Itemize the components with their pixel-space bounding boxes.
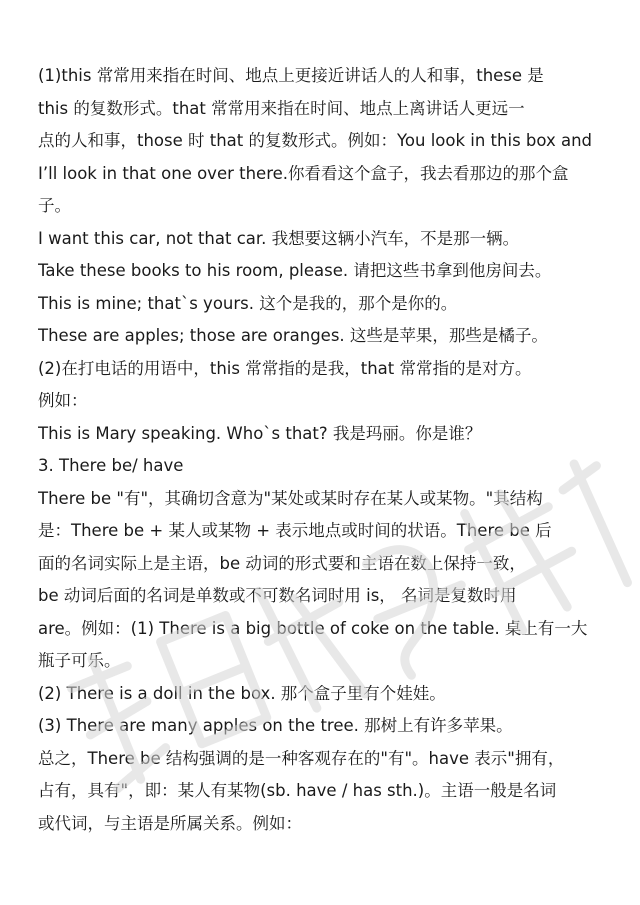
text-line: (2) There is a doll in the box. 那个盒子里有个娃娃。 <box>38 683 446 703</box>
text-line: 占有，具有"，即：某人有某物(sb. have / has sth.)。主语一般是名词 <box>38 781 557 800</box>
text-line: (2)在打电话的用语中，this 常常指的是我，that 常常指的是对方。 <box>38 358 532 378</box>
text-line: this 的复数形式。that 常常用来指在时间、地点上离讲话人更远一 <box>38 98 525 118</box>
text-line: 例如： <box>38 391 88 410</box>
text-line: are。例如：(1) There is a big bottle of coke on the table. 桌上有一大 <box>38 618 588 638</box>
text-line: This is mine; that`s yours. 这个是我的，那个是你的。 <box>38 293 458 313</box>
text-line: I’ll look in that one over there.你看看这个盒子，我去看那边的那个盒 <box>38 163 569 183</box>
text-line: There be "有"，其确切含意为"某处或某时存在某人或某物。"其结构 <box>38 488 543 508</box>
text-line: This is Mary speaking. Who`s that? 我是玛丽。你是谁？ <box>38 423 482 443</box>
text-line: 子。 <box>38 196 71 215</box>
text-line: I want this car, not that car. 我想要这辆小汽车，不是那一辆。 <box>38 228 520 248</box>
text-line: be 动词后面的名词是单数或不可数名词时用 is， 名词是复数时用 <box>38 586 517 605</box>
text-line: 点的人和事，those 时 that 的复数形式。例如：You look in this box and <box>38 131 593 150</box>
text-line: 是：There be + 某人或某物 + 表示地点或时间的状语。There be 后 <box>38 521 552 540</box>
text-line: 总之，There be 结构强调的是一种客观存在的"有"。have 表示"拥有， <box>38 748 565 768</box>
document-body <box>38 60 604 840</box>
section-heading: 3. There be/ have <box>38 456 184 475</box>
text-line: 瓶子可乐。 <box>38 651 121 670</box>
text-line: (1)this 常常用来指在时间、地点上更接近讲话人的人和事，these 是 <box>38 66 544 85</box>
text-line: (3) There are many apples on the tree. 那树上有许多苹果。 <box>38 716 513 735</box>
text-line: These are apples; those are oranges. 这些是苹果，那些是橘子。 <box>38 326 548 345</box>
text-line: 或代词，与主语是所属关系。例如： <box>38 813 302 833</box>
text-line: 面的名词实际上是主语，be 动词的形式要和主语在数上保持一致， <box>38 553 526 573</box>
text-line: Take these books to his room, please. 请把这些书拿到他房间去。 <box>38 261 552 280</box>
